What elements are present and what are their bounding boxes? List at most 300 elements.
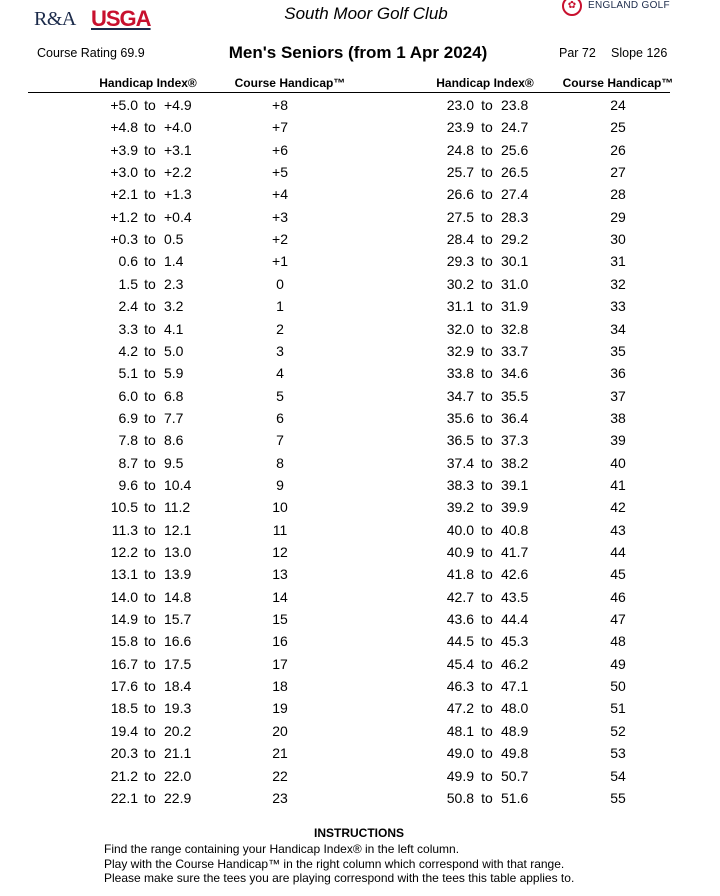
right-index-to: 51.6 [501,789,529,806]
right-course-handicap: 26 [610,141,626,158]
left-index-from: 17.6 [110,678,138,695]
right-index-to: 45.3 [501,633,529,650]
left-index-to: +3.1 [164,141,192,158]
right-index-to: 33.7 [501,342,529,359]
column-header-handicap-index-right: Handicap Index® [436,76,534,90]
column-header-course-handicap-left: Course Handicap™ [234,76,346,90]
range-word: to [481,141,493,158]
right-course-handicap: 28 [610,186,626,203]
table-row [0,142,720,164]
left-index-from: 18.5 [110,700,138,717]
left-course-handicap: 6 [276,409,284,426]
right-index-from: 28.4 [446,231,474,248]
left-index-to: 18.4 [164,678,192,695]
right-index-to: 48.9 [501,722,529,739]
right-course-handicap: 42 [610,499,626,516]
right-index-from: 46.3 [446,678,474,695]
left-index-from: 15.8 [110,633,138,650]
table-row [0,566,720,588]
right-index-from: 49.0 [446,745,474,762]
left-index-from: 10.5 [110,499,138,516]
usga-logo: USGA [91,6,151,31]
table-row [0,544,720,566]
table-row [0,253,720,275]
left-index-to: 22.9 [164,789,192,806]
range-word: to [144,767,156,784]
left-course-handicap: +8 [272,97,288,113]
range-word: to [481,499,493,516]
left-course-handicap: 11 [272,521,288,538]
range-word: to [481,97,493,113]
range-word: to [144,633,156,650]
right-index-to: 26.5 [501,164,529,181]
left-index-from: 12.2 [110,544,138,560]
range-word: to [144,544,156,560]
right-course-handicap: 31 [610,253,626,270]
right-index-to: 39.1 [501,476,529,493]
left-course-handicap: 4 [276,365,284,382]
left-index-from: 21.2 [110,767,138,784]
right-index-from: 32.9 [446,342,474,359]
left-course-handicap: +5 [272,164,288,181]
table-row [0,276,720,298]
range-word: to [481,409,493,426]
range-word: to [481,767,493,784]
right-index-from: 30.2 [446,275,474,292]
range-word: to [144,164,156,181]
right-index-to: 37.3 [501,432,529,449]
left-index-from: 9.6 [118,476,138,493]
left-index-to: 10.4 [164,476,192,493]
right-course-handicap: 39 [610,432,626,449]
right-course-handicap: 33 [610,298,626,315]
right-index-to: 31.9 [501,298,529,315]
range-word: to [481,789,493,806]
left-course-handicap: +6 [272,141,288,158]
table-row [0,119,720,141]
table-row [0,790,720,812]
range-word: to [144,409,156,426]
range-word: to [144,275,156,292]
right-course-handicap: 51 [610,700,626,717]
right-index-from: 31.1 [446,298,474,315]
range-word: to [481,186,493,203]
range-word: to [481,521,493,538]
right-course-handicap: 34 [610,320,626,337]
right-index-from: 42.7 [446,588,474,605]
left-course-handicap: 1 [276,298,284,315]
range-word: to [481,611,493,628]
left-index-to: 11.2 [164,499,191,516]
right-index-from: 34.7 [446,387,474,404]
right-course-handicap: 41 [610,476,626,493]
table-title: Men's Seniors (from 1 Apr 2024) [228,43,488,62]
right-course-handicap: 49 [610,655,626,672]
left-index-to: 13.9 [164,566,192,583]
left-course-handicap: 17 [272,655,288,672]
left-course-handicap: 13 [272,566,288,583]
range-word: to [144,97,156,113]
right-course-handicap: 55 [610,789,626,806]
left-index-from: 11.3 [111,521,138,538]
right-index-to: 35.5 [501,387,529,404]
table-row [0,477,720,499]
right-index-to: 40.8 [501,521,529,538]
table-row [0,611,720,633]
right-index-from: 50.8 [446,789,474,806]
right-course-handicap: 29 [610,208,626,225]
range-word: to [144,208,156,225]
left-course-handicap: 19 [272,700,288,717]
range-word: to [481,722,493,739]
range-word: to [144,320,156,337]
right-course-handicap: 54 [610,767,626,784]
right-index-to: 43.5 [501,588,529,605]
right-index-from: 47.2 [446,700,474,717]
right-index-from: 25.7 [446,164,474,181]
range-word: to [481,365,493,382]
right-index-to: 47.1 [501,678,529,695]
left-index-from: 0.6 [118,253,138,270]
right-index-to: 25.6 [501,141,529,158]
table-row [0,455,720,477]
left-course-handicap: 21 [272,745,288,762]
range-word: to [144,454,156,471]
range-word: to [481,588,493,605]
table-row [0,410,720,432]
left-index-to: +0.4 [164,208,192,225]
table-row [0,343,720,365]
right-index-from: 23.0 [446,97,474,113]
left-course-handicap: 10 [272,499,288,516]
range-word: to [481,655,493,672]
table-row [0,365,720,387]
left-index-to: 22.0 [164,767,192,784]
range-word: to [144,432,156,449]
club-name: South Moor Golf Club [284,4,448,23]
range-word: to [481,454,493,471]
left-course-handicap: 16 [272,633,288,650]
right-course-handicap: 47 [610,611,626,628]
left-course-handicap: 0 [276,275,284,292]
table-row [0,745,720,767]
right-index-to: 36.4 [501,409,529,426]
left-index-from: 14.9 [110,611,138,628]
right-index-to: 50.7 [501,767,529,784]
left-index-to: 2.3 [164,275,184,292]
right-index-from: 43.6 [446,611,474,628]
left-index-to: 17.5 [164,655,192,672]
table-row [0,656,720,678]
range-word: to [144,186,156,203]
left-index-to: 5.9 [164,365,184,382]
right-index-from: 39.2 [446,499,474,516]
left-index-to: 15.7 [164,611,192,628]
england-golf-logo: ENGLAND GOLF [588,0,670,11]
instructions-title: INSTRUCTIONS [314,826,404,840]
left-index-to: +1.3 [164,186,192,203]
left-index-from: +0.3 [110,231,138,248]
left-course-handicap: 14 [272,588,288,605]
left-index-from: 7.8 [118,432,138,449]
right-index-from: 35.6 [446,409,474,426]
right-course-handicap: 32 [610,275,626,292]
left-index-from: 13.1 [110,566,138,583]
left-index-to: 6.8 [164,387,184,404]
left-index-from: 4.2 [118,342,138,359]
right-index-from: 41.8 [446,566,474,583]
left-index-from: +2.1 [110,186,138,203]
right-course-handicap: 45 [610,566,626,583]
right-index-from: 44.5 [446,633,474,650]
left-course-handicap: 22 [272,767,288,784]
table-row [0,186,720,208]
left-course-handicap: 2 [276,320,284,337]
left-course-handicap: 23 [272,789,288,806]
right-course-handicap: 30 [610,231,626,248]
right-course-handicap: 46 [610,588,626,605]
left-index-to: 14.8 [164,588,192,605]
right-index-from: 26.6 [446,186,474,203]
range-word: to [144,476,156,493]
range-word: to [481,432,493,449]
left-index-to: 19.3 [164,700,192,717]
range-word: to [481,298,493,315]
left-index-to: 13.0 [164,544,192,560]
table-row [0,298,720,320]
range-word: to [144,141,156,158]
right-index-from: 48.1 [446,722,474,739]
left-index-from: 16.7 [110,655,138,672]
range-word: to [481,476,493,493]
left-course-handicap: 12 [272,544,288,560]
right-index-from: 33.8 [446,365,474,382]
left-index-from: 22.1 [110,789,138,806]
header-divider [28,92,670,93]
right-index-to: 27.4 [501,186,529,203]
table-row [0,633,720,655]
range-word: to [481,320,493,337]
range-word: to [144,119,156,136]
right-course-handicap: 40 [610,454,626,471]
range-word: to [144,566,156,583]
left-course-handicap: 9 [276,476,284,493]
table-row [0,321,720,343]
right-index-to: 28.3 [501,208,529,225]
range-word: to [144,588,156,605]
table-row [0,432,720,454]
column-header-course-handicap-right: Course Handicap™ [562,76,674,90]
table-row [0,522,720,544]
right-index-from: 37.4 [446,454,474,471]
left-index-from: +5.0 [110,97,138,113]
right-index-from: 24.8 [446,141,474,158]
range-word: to [481,700,493,717]
slope-value: Slope 126 [611,46,668,60]
range-word: to [144,678,156,695]
left-index-from: +4.8 [110,119,138,136]
table-row [0,723,720,745]
right-course-handicap: 53 [610,745,626,762]
left-index-from: 2.4 [118,298,138,315]
right-course-handicap: 25 [610,119,626,136]
right-course-handicap: 37 [610,387,626,404]
right-index-to: 39.9 [501,499,529,516]
instruction-line: Please make sure the tees you are playing correspond with the tees this table applies to. [104,871,575,885]
range-word: to [144,387,156,404]
left-index-to: 12.1 [164,521,192,538]
left-index-from: 1.5 [118,275,138,292]
table-row [0,97,720,119]
right-course-handicap: 43 [610,521,626,538]
right-index-to: 44.4 [501,611,529,628]
range-word: to [144,722,156,739]
right-course-handicap: 24 [610,97,626,113]
left-course-handicap: 18 [272,678,288,695]
ra-logo: R&A [34,8,76,30]
left-course-handicap: 20 [272,722,288,739]
right-index-to: 46.2 [501,655,529,672]
left-index-to: 7.7 [164,409,184,426]
range-word: to [481,119,493,136]
left-course-handicap: 5 [276,387,284,404]
table-row [0,700,720,722]
range-word: to [481,678,493,695]
right-course-handicap: 35 [610,342,626,359]
right-index-to: 34.6 [501,365,529,382]
table-row [0,589,720,611]
right-course-handicap: 44 [610,544,626,560]
range-word: to [481,544,493,560]
range-word: to [144,655,156,672]
right-course-handicap: 36 [610,365,626,382]
left-index-from: +1.2 [110,208,138,225]
instruction-line: Find the range containing your Handicap Index® in the left column. [104,842,460,856]
range-word: to [144,342,156,359]
left-index-from: 14.0 [110,588,138,605]
right-index-to: 30.1 [501,253,529,270]
right-index-from: 40.0 [446,521,474,538]
table-row [0,499,720,521]
left-index-from: +3.9 [110,141,138,158]
range-word: to [144,745,156,762]
range-word: to [144,499,156,516]
range-word: to [481,387,493,404]
left-index-to: 8.6 [164,432,184,449]
range-word: to [144,611,156,628]
england-golf-rose-icon: ✿ [562,0,582,16]
range-word: to [481,164,493,181]
left-course-handicap: +3 [272,208,288,225]
left-course-handicap: 7 [276,432,284,449]
table-row [0,164,720,186]
par-value: Par 72 [559,46,596,60]
left-index-from: 6.0 [118,387,138,404]
range-word: to [481,275,493,292]
right-index-to: 29.2 [501,231,529,248]
right-index-to: 32.8 [501,320,529,337]
left-index-to: +4.0 [164,119,192,136]
right-index-from: 23.9 [446,119,474,136]
range-word: to [144,253,156,270]
right-index-to: 38.2 [501,454,529,471]
left-course-handicap: 3 [276,342,284,359]
right-index-from: 36.5 [446,432,474,449]
right-index-to: 42.6 [501,566,529,583]
right-index-to: 31.0 [501,275,529,292]
left-index-from: 8.7 [118,454,138,471]
left-course-handicap: 15 [272,611,288,628]
right-index-from: 32.0 [446,320,474,337]
range-word: to [144,521,156,538]
range-word: to [481,566,493,583]
table-row [0,768,720,790]
course-rating: Course Rating 69.9 [37,46,145,60]
left-index-to: 3.2 [164,298,184,315]
right-course-handicap: 38 [610,409,626,426]
left-index-to: 9.5 [164,454,184,471]
range-word: to [144,365,156,382]
right-index-from: 27.5 [446,208,474,225]
range-word: to [481,342,493,359]
right-index-from: 40.9 [446,544,474,560]
right-index-to: 24.7 [501,119,529,136]
table-row [0,231,720,253]
left-index-from: +3.0 [110,164,138,181]
left-course-handicap: +7 [272,119,288,136]
left-course-handicap: +4 [272,186,288,203]
right-course-handicap: 48 [610,633,626,650]
right-course-handicap: 50 [610,678,626,695]
right-index-to: 49.8 [501,745,529,762]
right-index-from: 38.3 [446,476,474,493]
range-word: to [481,633,493,650]
range-word: to [481,231,493,248]
right-course-handicap: 27 [610,164,626,181]
left-index-to: 20.2 [164,722,192,739]
right-index-from: 45.4 [446,655,474,672]
left-index-to: 0.5 [164,231,184,248]
range-word: to [481,208,493,225]
left-index-to: +2.2 [164,164,192,181]
left-index-to: 4.1 [164,320,184,337]
left-course-handicap: 8 [276,454,284,471]
left-course-handicap: +2 [272,231,288,248]
range-word: to [481,253,493,270]
left-course-handicap: +1 [272,253,288,270]
range-word: to [481,745,493,762]
left-index-from: 6.9 [118,409,138,426]
left-index-to: +4.9 [164,97,192,113]
table-row [0,678,720,700]
table-row [0,388,720,410]
range-word: to [144,700,156,717]
left-index-to: 21.1 [164,745,192,762]
right-index-to: 48.0 [501,700,529,717]
left-index-from: 5.1 [118,365,138,382]
left-index-to: 1.4 [164,253,184,270]
right-index-from: 29.3 [446,253,474,270]
left-index-from: 3.3 [118,320,138,337]
column-header-handicap-index-left: Handicap Index® [99,76,197,90]
left-index-to: 5.0 [164,342,184,359]
right-index-to: 23.8 [501,97,529,113]
range-word: to [144,231,156,248]
instruction-line: Play with the Course Handicap™ in the right column which correspond with that range. [104,857,565,871]
right-index-to: 41.7 [501,544,529,560]
right-course-handicap: 52 [610,722,626,739]
table-row [0,209,720,231]
